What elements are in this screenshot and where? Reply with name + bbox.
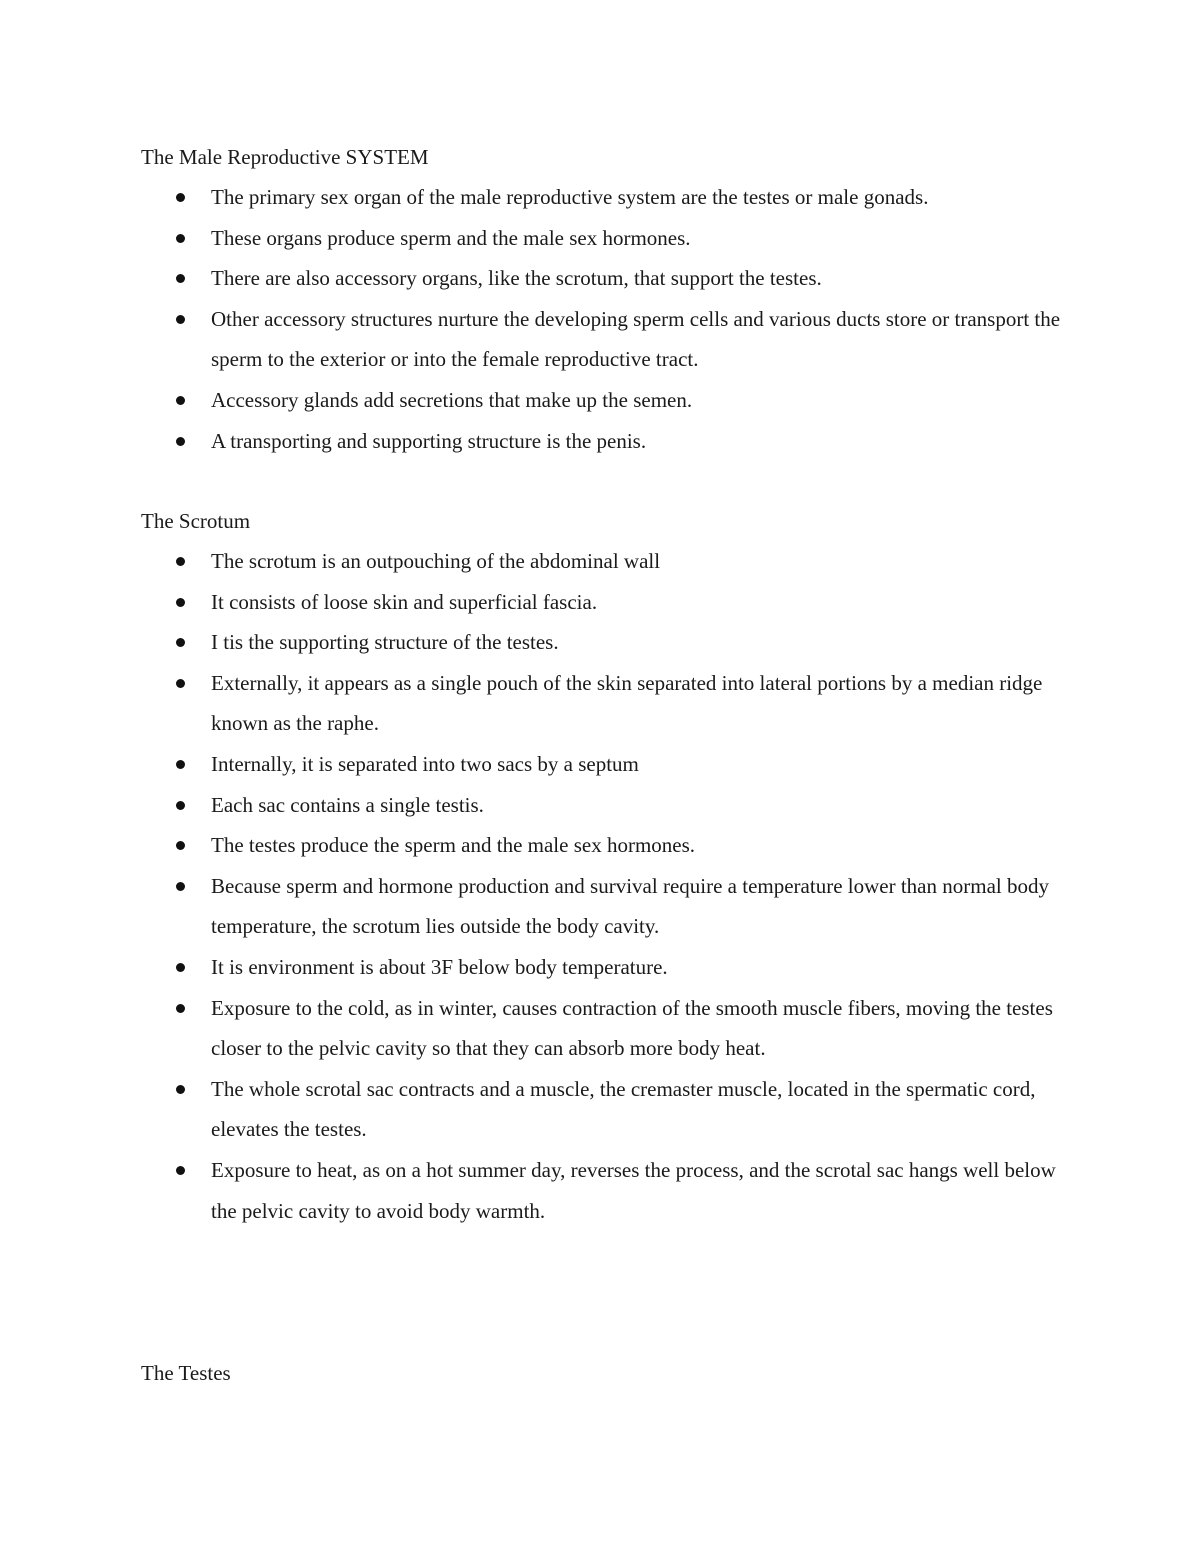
bullet-text: Accessory glands add secretions that make up the semen. — [211, 387, 693, 412]
bullet-icon — [176, 1166, 185, 1175]
section-testes — [141, 1353, 1071, 1393]
bullet-text: The testes produce the sperm and the male sex hormones. — [211, 833, 696, 858]
bullet-icon — [176, 841, 185, 850]
bullet-icon — [176, 274, 185, 283]
section-heading: The Male Reproductive SYSTEM — [141, 145, 429, 169]
bullet-icon — [176, 1004, 185, 1013]
list-item — [141, 258, 1071, 299]
bullet-text: I tis the supporting structure of the testes. — [211, 630, 559, 655]
bullet-text: These organs produce sperm and the male sex hormones. — [211, 225, 691, 250]
bullet-icon — [176, 1085, 185, 1094]
section-male-reproductive-system — [141, 137, 1071, 461]
list-item — [141, 825, 1071, 866]
list-item — [141, 177, 1071, 218]
list-item — [141, 299, 1071, 380]
bullet-icon — [176, 801, 185, 810]
bullet-text: The scrotum is an outpouching of the abdominal wall — [211, 549, 661, 573]
bullet-icon — [176, 679, 185, 688]
bullet-text: It is environment is about 3F below body temperature. — [211, 954, 668, 979]
bullet-text: There are also accessory organs, like the scrotum, that support the testes. — [211, 266, 822, 291]
bullet-text: Internally, it is separated into two sacs by a septum — [211, 751, 639, 776]
section-heading: The Scrotum — [141, 509, 251, 533]
list-item — [141, 541, 1071, 582]
bullet-list — [141, 541, 1071, 1231]
list-item — [141, 663, 1071, 744]
bullet-text: A transporting and supporting structure is the penis. — [211, 428, 647, 453]
list-item — [141, 1150, 1071, 1231]
bullet-icon — [176, 315, 185, 324]
bullet-text: Each sac contains a single testis. — [211, 792, 484, 817]
list-item — [141, 866, 1071, 947]
list-item — [141, 1069, 1071, 1150]
bullet-icon — [176, 638, 185, 647]
list-item — [141, 218, 1071, 259]
bullet-icon — [176, 963, 185, 972]
list-item — [141, 582, 1071, 623]
bullet-icon — [176, 437, 185, 446]
section-scrotum — [141, 501, 1071, 1231]
bullet-list — [141, 177, 1071, 461]
bullet-icon — [176, 396, 185, 405]
list-item — [141, 421, 1071, 462]
bullet-icon — [176, 557, 185, 566]
list-item — [141, 988, 1071, 1069]
bullet-text: It consists of loose skin and superficial fascia. — [211, 589, 598, 614]
bullet-icon — [176, 760, 185, 769]
bullet-icon — [176, 234, 185, 243]
list-item — [141, 380, 1071, 421]
bullet-icon — [176, 598, 185, 607]
list-item — [141, 744, 1071, 785]
list-item — [141, 947, 1071, 988]
bullet-icon — [176, 193, 185, 202]
bullet-text: Externally, it appears as a single pouch of the skin separated into lateral portions by a median ridge known as the raphe. — [211, 670, 1043, 736]
bullet-text: Exposure to heat, as on a hot summer day, reverses the process, and the scrotal sac hangs well below the pelvic cavity to avoid body warmth. — [211, 1157, 1056, 1223]
bullet-text: Other accessory structures nurture the developing sperm cells and various ducts store or transport the sperm to the exterior or into the female reproductive tract. — [211, 306, 1061, 372]
section-heading: The Testes — [141, 1361, 231, 1385]
bullet-text: The primary sex organ of the male reproductive system are the testes or male gonads. — [211, 185, 929, 209]
bullet-text: Because sperm and hormone production and survival require a temperature lower than normal body temperature, the scrotum lies outside the body cavity. — [211, 873, 1049, 939]
list-item — [141, 785, 1071, 826]
bullet-text: The whole scrotal sac contracts and a muscle, the cremaster muscle, located in the spermatic cord, elevates the testes. — [211, 1076, 1036, 1142]
list-item — [141, 622, 1071, 663]
bullet-icon — [176, 882, 185, 891]
bullet-text: Exposure to the cold, as in winter, causes contraction of the smooth muscle fibers, moving the testes closer to the pelvic cavity so that they can absorb more body heat. — [211, 995, 1053, 1061]
